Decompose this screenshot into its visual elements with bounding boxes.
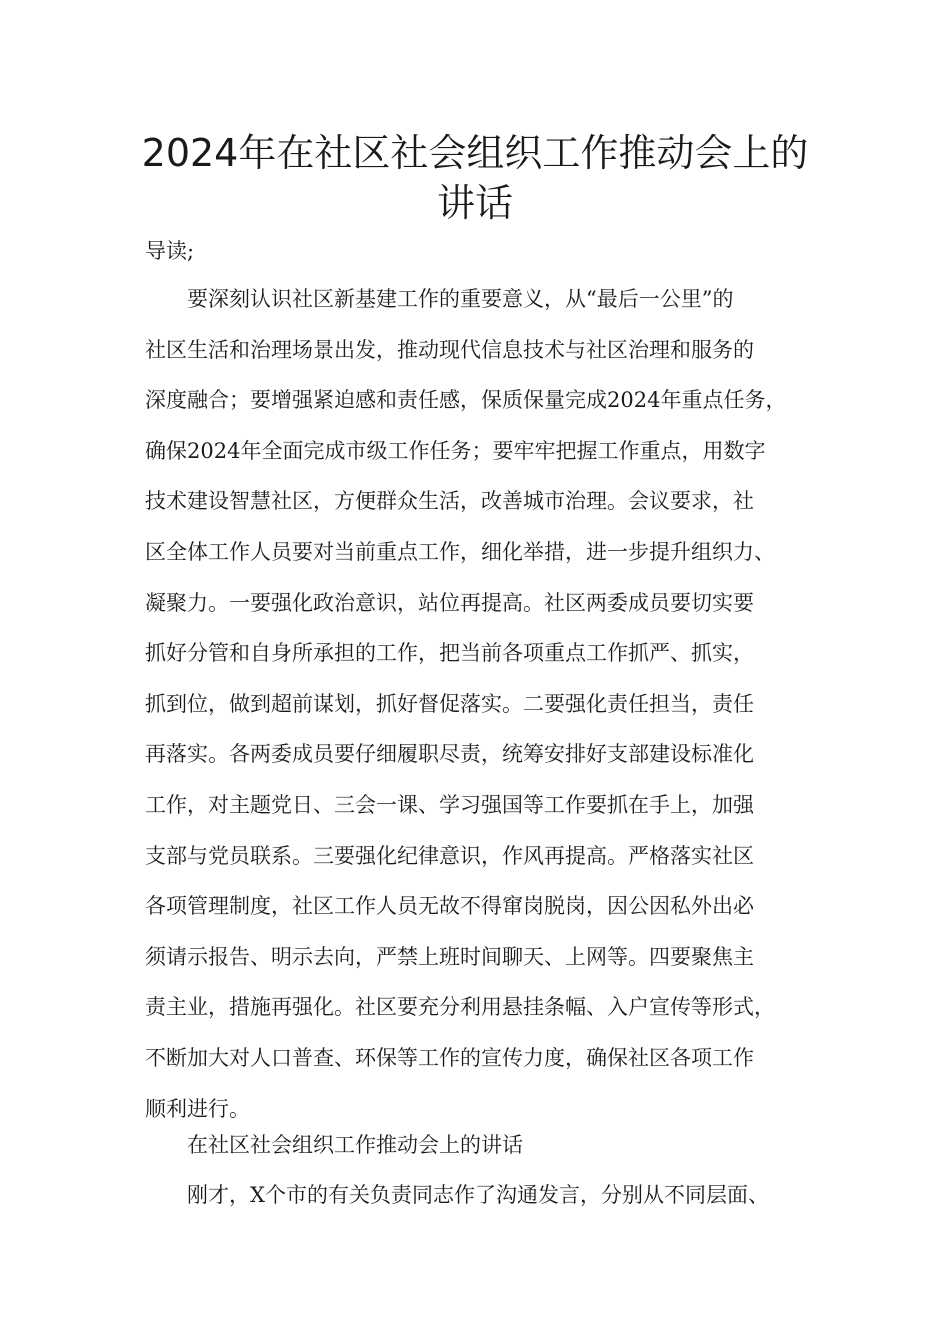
title-line-1: 2024年在社区社会组织工作推动会上的	[141, 131, 809, 175]
lead-label: 导读;	[145, 239, 195, 263]
paragraph-line: 再落实。各两委成员要仔细履职尽责，统筹安排好支部建设标准化	[145, 742, 754, 767]
title-line-2: 讲话	[436, 181, 513, 225]
paragraph-line: 须请示报告、明示去向，严禁上班时间聊天、上网等。四要聚焦主	[145, 944, 754, 969]
paragraph-line: 顺利进行。	[145, 1096, 250, 1121]
paragraph-1	[145, 284, 835, 1144]
paragraph-line: 要深刻认识社区新基建工作的重要意义，从“最后一公里”的	[187, 287, 734, 311]
paragraph-line: 抓好分管和自身所承担的工作，把当前各项重点工作抓严、抓实，	[145, 641, 754, 666]
paragraph-line: 社区生活和治理场景出发，推动现代信息技术与社区治理和服务的	[145, 337, 754, 362]
paragraph-line: 工作，对主题党日、三会一课、学习强国等工作要抓在手上，加强	[145, 792, 754, 817]
document-title	[90, 128, 860, 228]
paragraph-line: 不断加大对人口普查、环保等工作的宣传力度，确保社区各项工作	[145, 1045, 754, 1070]
paragraph-line: 确保2024年全面完成市级工作任务；要牢牢把握工作重点，用数字	[145, 438, 766, 463]
paragraph-line: 责主业，措施再强化。社区要充分利用悬挂条幅、入户宣传等形式，	[145, 995, 775, 1020]
section-subheading: 在社区社会组织工作推动会上的讲话	[187, 1133, 523, 1157]
paragraph-line: 凝聚力。一要强化政治意识，站位再提高。社区两委成员要切实要	[145, 590, 754, 615]
paragraph-line: 刚才，X个市的有关负责同志作了沟通发言，分别从不同层面、	[187, 1183, 769, 1207]
paragraph-line: 支部与党员联系。三要强化纪律意识，作风再提高。严格落实社区	[145, 843, 754, 868]
paragraph-line: 技术建设智慧社区，方便群众生活，改善城市治理。会议要求，社	[145, 489, 754, 514]
paragraph-line: 区全体工作人员要对当前重点工作，细化举措，进一步提升组织力、	[145, 539, 775, 564]
paragraph-line: 深度融合；要增强紧迫感和责任感，保质保量完成2024年重点任务，	[145, 388, 787, 413]
paragraph-2	[145, 1180, 835, 1231]
paragraph-line: 各项管理制度，社区工作人员无故不得窜岗脱岗，因公因私外出必	[145, 894, 754, 919]
paragraph-line: 抓到位，做到超前谋划，抓好督促落实。二要强化责任担当，责任	[145, 691, 754, 716]
